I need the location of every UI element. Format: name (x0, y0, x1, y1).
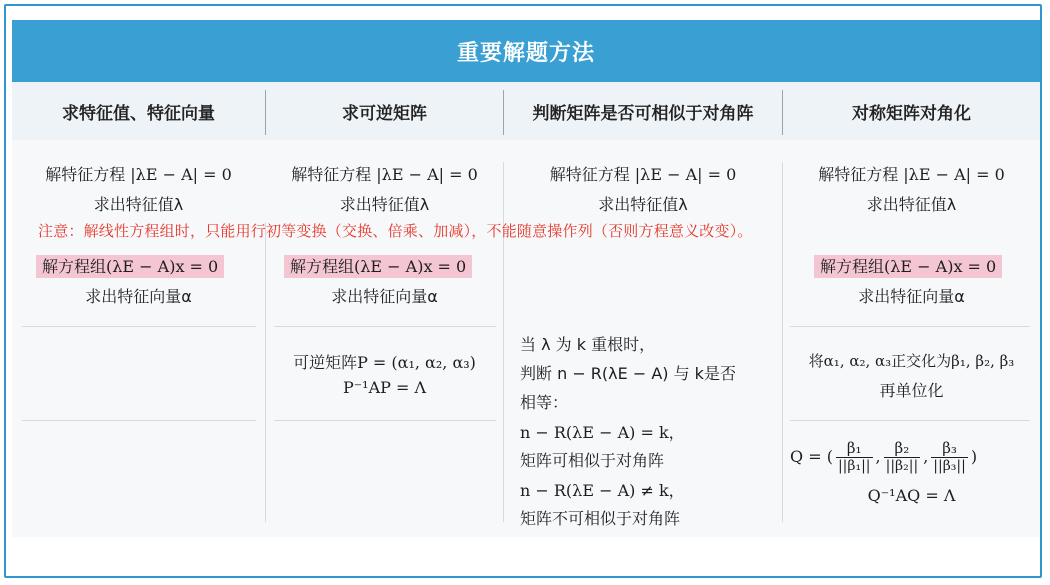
solve-system-highlight: 解方程组(λE − A)x = 0 (36, 255, 224, 278)
fraction-2 (884, 439, 921, 474)
row-divider (274, 420, 496, 421)
eigenvalue-step: 求出特征值λ (866, 195, 957, 214)
eigen-equation: 解特征方程 |λE − A| = 0 (549, 165, 737, 184)
header-diagonalizable: 判断矩阵是否可相似于对角阵 (532, 103, 754, 124)
header-symmetric: 对称矩阵对角化 (852, 103, 971, 124)
eigen-equation: 解特征方程 |λE − A| = 0 (45, 165, 232, 184)
denominator: ||β₃|| (933, 457, 966, 474)
column-divider (503, 162, 504, 522)
diagonalizable-result: 矩阵可相似于对角阵 (520, 451, 665, 470)
not-diagonalizable-result: 矩阵不可相似于对角阵 (520, 509, 681, 528)
eigenvalue-step: 求出特征值λ (339, 195, 430, 214)
denominator: ||β₁|| (837, 457, 871, 474)
solve-system-highlight: 解方程组(λE − A)x = 0 (814, 255, 1002, 278)
numerator: β₂ (894, 438, 910, 457)
denominator: ||β₂|| (885, 457, 919, 474)
orthogonalize-step: 将α₁, α₂, α₃正交化为β₁, β₂, β₃ (808, 352, 1015, 370)
orthogonal-similarity: Q⁻¹AQ = Λ (867, 486, 956, 505)
header-eigen: 求特征值、特征向量 (62, 103, 215, 124)
rank-not-equal: n − R(λE − A) ≠ k， (520, 481, 685, 500)
system-step-wrap (814, 254, 1002, 277)
rank-check: 判断 n − R(λE − A) 与 k是否 (520, 364, 736, 383)
rank-equal: n − R(λE − A) = k， (520, 423, 685, 442)
row-divider (274, 326, 496, 327)
normalize-step: 再单位化 (879, 381, 944, 400)
comma: , (923, 446, 929, 466)
fraction-3 (931, 439, 968, 474)
q-matrix (790, 430, 977, 482)
methods-table (12, 82, 1040, 537)
rank-check-cont: 相等： (520, 393, 569, 412)
multiplicity-condition: 当 λ 为 k 重根时， (520, 335, 656, 354)
q-matrix-open: Q = ( (790, 446, 833, 466)
q-matrix-close: ) (970, 446, 978, 466)
similarity-relation: P⁻¹AP = Λ (342, 378, 427, 397)
row-divider (22, 420, 256, 421)
eigenvector-step: 求出特征向量α (85, 287, 192, 306)
row-divider (790, 326, 1030, 327)
row-divider (22, 326, 256, 327)
row-operations-note: 注意：解线性方程组时，只能用行初等变换（交换、倍乘、加减），不能随意操作列（否则方程意义改变）。 (38, 222, 753, 240)
solve-system-highlight: 解方程组(λE − A)x = 0 (284, 255, 472, 278)
eigen-equation: 解特征方程 |λE − A| = 0 (291, 165, 478, 184)
numerator: β₁ (846, 438, 862, 457)
fraction-1 (836, 439, 873, 474)
invertible-matrix: 可逆矩阵P = (α₁, α₂, α₃) (293, 353, 476, 372)
eigenvalue-step: 求出特征值λ (598, 195, 688, 214)
numerator: β₃ (942, 438, 957, 457)
column-divider (782, 162, 783, 522)
system-step-wrap (36, 254, 224, 277)
eigenvector-step: 求出特征向量α (858, 287, 965, 306)
header-invertible: 求可逆矩阵 (342, 103, 427, 124)
eigenvector-step: 求出特征向量α (331, 287, 438, 306)
eigenvalue-step: 求出特征值λ (93, 195, 184, 214)
row-divider (790, 420, 1030, 421)
comma: , (875, 446, 881, 466)
page-title: 重要解题方法 (12, 20, 1040, 82)
eigen-equation: 解特征方程 |λE − A| = 0 (818, 165, 1005, 184)
system-step-wrap (284, 254, 472, 277)
